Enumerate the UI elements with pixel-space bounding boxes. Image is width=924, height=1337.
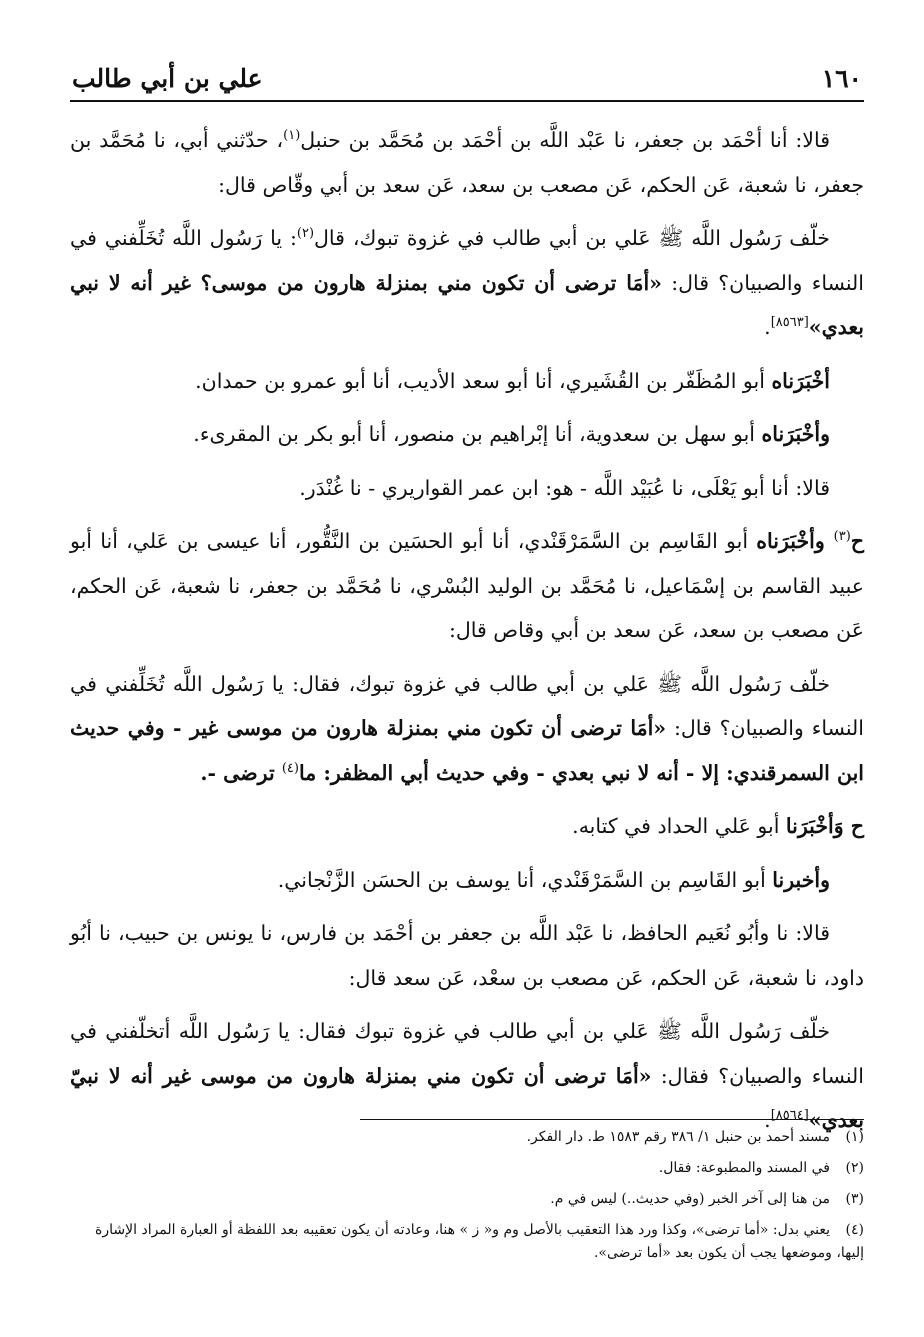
text-run: قالا: أنا أبو يَعْلَى، نا عُبَيْد اللَّه - هو: ابن عمر القواريري - نا غُنْدَر. [299, 475, 830, 500]
bold-text: «أمَا ترضى أن تكون مني بمنزلة هارون من موسى غير - وفي حديث ابن السمرقندي: إلا - أنه لا نبي بعدي - وفي حديث أبي المظفر: ما [70, 716, 864, 785]
footnote [70, 1219, 864, 1265]
bold-text: ح [850, 529, 864, 553]
text-run: أبو سهل بن سعدوية، أنا إبْراهيم بن منصور، أنا أبو بكر بن المقرىء. [193, 422, 762, 446]
footnote [70, 1157, 864, 1180]
reference-marker: (٤) [281, 760, 299, 776]
page-header [70, 60, 864, 100]
paragraph [70, 1009, 864, 1143]
running-title: علي بن أبي طالب [72, 64, 263, 93]
paragraph [70, 911, 864, 1000]
reference-marker: [٨٥٦٣] [770, 315, 809, 331]
paragraph [70, 804, 864, 849]
paragraph [70, 412, 864, 457]
reference-marker: (٢) [296, 226, 315, 242]
footnote-number: (٢) [845, 1160, 864, 1176]
reference-marker: (١) [283, 128, 301, 144]
bold-text: ترضى -. [200, 760, 282, 785]
paragraph [70, 858, 864, 903]
footnotes [70, 1126, 864, 1273]
text-run: خلّف رَسُول اللَّه ﷺ عَلي بن أبي طالب في غزوة تبوك، فقال: يا رَسُول اللَّه تُخَلِّفني في النساء والصبيان؟ قال: [70, 671, 864, 740]
main-text [70, 118, 864, 1132]
bold-text: «أمَا ترضى أن تكون مني بمنزلة هارون من موسى غير أنه لا نبيّ بعدي» [70, 1063, 864, 1132]
page-number: ١٦٠ [821, 64, 862, 93]
paragraph [70, 359, 864, 404]
footnote-number: (٤) [845, 1222, 864, 1238]
text-run: . [764, 1108, 771, 1132]
footnote [70, 1188, 864, 1211]
text-run: خلّف رَسُول اللَّه ﷺ عَلي بن أبي طالب في غزوة تبوك فقال: يا رَسُول اللَّه أتخلّفني في النساء والصبيان؟ فقال: [70, 1019, 864, 1088]
footnote [70, 1126, 864, 1149]
text-run: ، حدّثني أبي، نا مُحَمَّد بن جعفر، نا شعبة، عَن الحكم، عَن مصعب بن سعد، عَن سعد بن أبي وقّاص قال: [70, 128, 864, 197]
reference-marker: (٣) [833, 529, 851, 545]
bold-text: وأخبرنا [772, 867, 830, 892]
header-rule [70, 100, 864, 102]
footnote-text: مسند أحمد بن حنبل ١/ ٣٨٦ رقم ١٥٨٣ ط. دار الفكر. [526, 1129, 830, 1145]
paragraph [70, 466, 864, 511]
text-run: قالا: أنا أحْمَد بن جعفر، نا عَبْد اللَّه بن أحْمَد بن مُحَمَّد بن حنبل [300, 128, 830, 152]
text-run: أبو القَاسِم بن السَّمَرْقَنْدي، أنا يوسف بن الحسَن الزَّنْجاني. [277, 867, 773, 892]
text-run: أبو القَاسِم بن السَّمَرْقَنْدي، أنا أبو الحسَين بن النَّقُّور، أنا عيسى بن عَلي، أنا أبو عبيد القاسم بن إسْمَاعيل، نا مُحَمَّد بن الوليد البُسْري، نا مُحَمَّد بن جعفر، نا شعبة، عَن الحكم، عَن مصعب بن سعد، عَن سعد بن أبي وقاص قال: [70, 529, 864, 642]
paragraph [70, 662, 864, 796]
footnote-number: (٣) [845, 1191, 864, 1207]
bold-text: أخْبَرَناه [771, 368, 830, 393]
bold-text: «أمَا ترضى أن تكون مني بمنزلة هارون من موسى؟ غير أنه لا نبي بعدي» [70, 270, 864, 339]
footnote-number: (١) [845, 1129, 864, 1145]
text-run: . [764, 315, 771, 339]
text-run: أبو المُظَفّر بن القُشَيري، أنا أبو سعد الأديب، أنا أبو عمرو بن حمدان. [195, 368, 772, 393]
bold-text: وأخْبَرَناه [756, 529, 834, 553]
paragraph [70, 216, 864, 350]
paragraph [70, 519, 864, 653]
footnote-text: من هنا إلى آخر الخبر (وفي حديث..) ليس في م. [550, 1191, 830, 1207]
text-run: قالا: نا وأبُو نُعَيم الحافظ، نا عَبْد اللَّه بن جعفر بن أحْمَد بن فارس، نا يونس بن حبيب، نا أبُو داود، نا شعبة، عَن الحكم، عَن مصعب بن سعْد، عَن سعد قال: [70, 921, 864, 990]
paragraph [70, 118, 864, 207]
footnote-text: في المسند والمطبوعة: فقال. [658, 1160, 830, 1176]
bold-text: وأخْبَرَناه [761, 422, 830, 446]
footnote-separator [360, 1119, 864, 1120]
reference-marker: [٨٥٦٤] [770, 1108, 809, 1124]
bold-text: ح وَأخْبَرَنا [785, 814, 864, 838]
footnote-text: يعني بدل: «أما ترضى»، وكذا ورد هذا التعقيب بالأصل وم و« ز » هنا، وعادته أن يكون تعقيبه بعد اللفظة أو العبارة المراد الإشارة إليها، وموضعها يجب أن يكون بعد «أما ترضى». [95, 1222, 864, 1261]
text-run: : يا رَسُول اللَّه تُخَلِّفني في النساء والصبيان؟ قال: [70, 226, 864, 295]
text-run: خلّف رَسُول اللَّه ﷺ عَلي بن أبي طالب في غزوة تبوك، قال [314, 226, 830, 250]
text-run: أبو عَلي الحداد في كتابه. [572, 814, 786, 838]
